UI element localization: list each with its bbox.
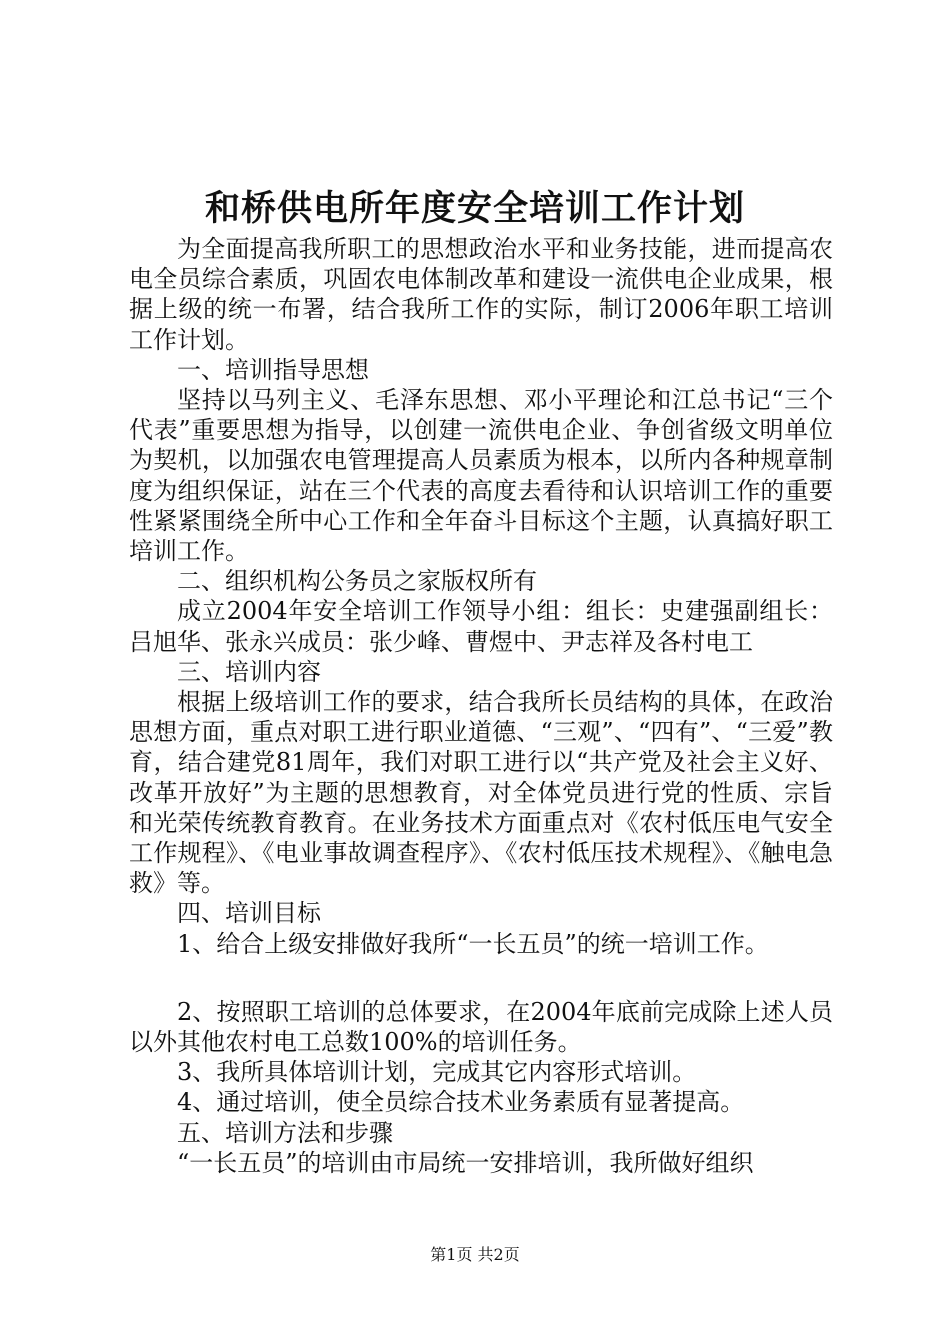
guiding-thought-paragraph: 坚持以马列主义、毛泽东思想、邓小平理论和江总书记“三个代表”重要思想为指导，以创建一流供电企业、争创省级文明单位为契机，以加强农电管理提高人员素质为根本，以所内各种规章制度为组织保证，站在三个代表的高度去看待和认识培训工作的重要性紧紧围绕全所中心工作和全年奋斗目标这个主题，认真搞好职工培训工作。 — [129, 386, 833, 566]
document-title: 和桥供电所年度安全培训工作计划 — [204, 189, 745, 229]
section-heading-guiding-thought: 一、培训指导思想 — [177, 355, 369, 384]
intro-paragraph: 为全面提高我所职工的思想政治水平和业务技能，进而提高农电全员综合素质，巩固农电体制改革和建设一流供电企业成果，根据上级的统一布署，结合我所工作的实际，制订2006年职工培训工作计划。 — [129, 235, 833, 354]
goal-item-1: 1、给合上级安排做好我所“一长五员”的统一培训工作。 — [177, 929, 769, 958]
section-heading-organization: 二、组织机构公务员之家版权所有 — [177, 567, 537, 596]
goal-item-2: 2、按照职工培训的总体要求，在2004年底前完成除上述人员以外其他农村电工总数100%的培训任务。 — [129, 997, 833, 1057]
methods-paragraph: “一长五员”的培训由市局统一安排培训，我所做好组织 — [177, 1148, 754, 1177]
section-heading-goals: 四、培训目标 — [177, 899, 321, 928]
goal-item-3: 3、我所具体培训计划，完成其它内容形式培训。 — [177, 1058, 697, 1087]
organization-paragraph: 成立2004年安全培训工作领导小组：组长：史建强副组长：吕旭华、张永兴成员：张少峰、曹煜中、尹志祥及各村电工 — [129, 597, 833, 656]
section-heading-methods: 五、培训方法和步骤 — [177, 1118, 393, 1147]
page-footer: 第1页 共2页 — [430, 1245, 520, 1264]
goal-item-4: 4、通过培训，使全员综合技术业务素质有显著提高。 — [177, 1088, 745, 1117]
document-body — [129, 234, 833, 1178]
section-heading-content: 三、培训内容 — [177, 657, 321, 686]
content-paragraph: 根据上级培训工作的要求，结合我所长员结构的具体，在政治思想方面，重点对职工进行职业道德、“三观”、“四有”、“三爱”教育，结合建党81周年，我们对职工进行以“共产党及社会主义好、改革开放好”为主题的思想教育，对全体党员进行党的性质、宗旨和光荣传统教育教育。在业务技术方面重点对《农村低压电气安全工作规程》、《电业事故调查程序》、《农村低压技术规程》、《触电急救》等。 — [129, 688, 833, 898]
